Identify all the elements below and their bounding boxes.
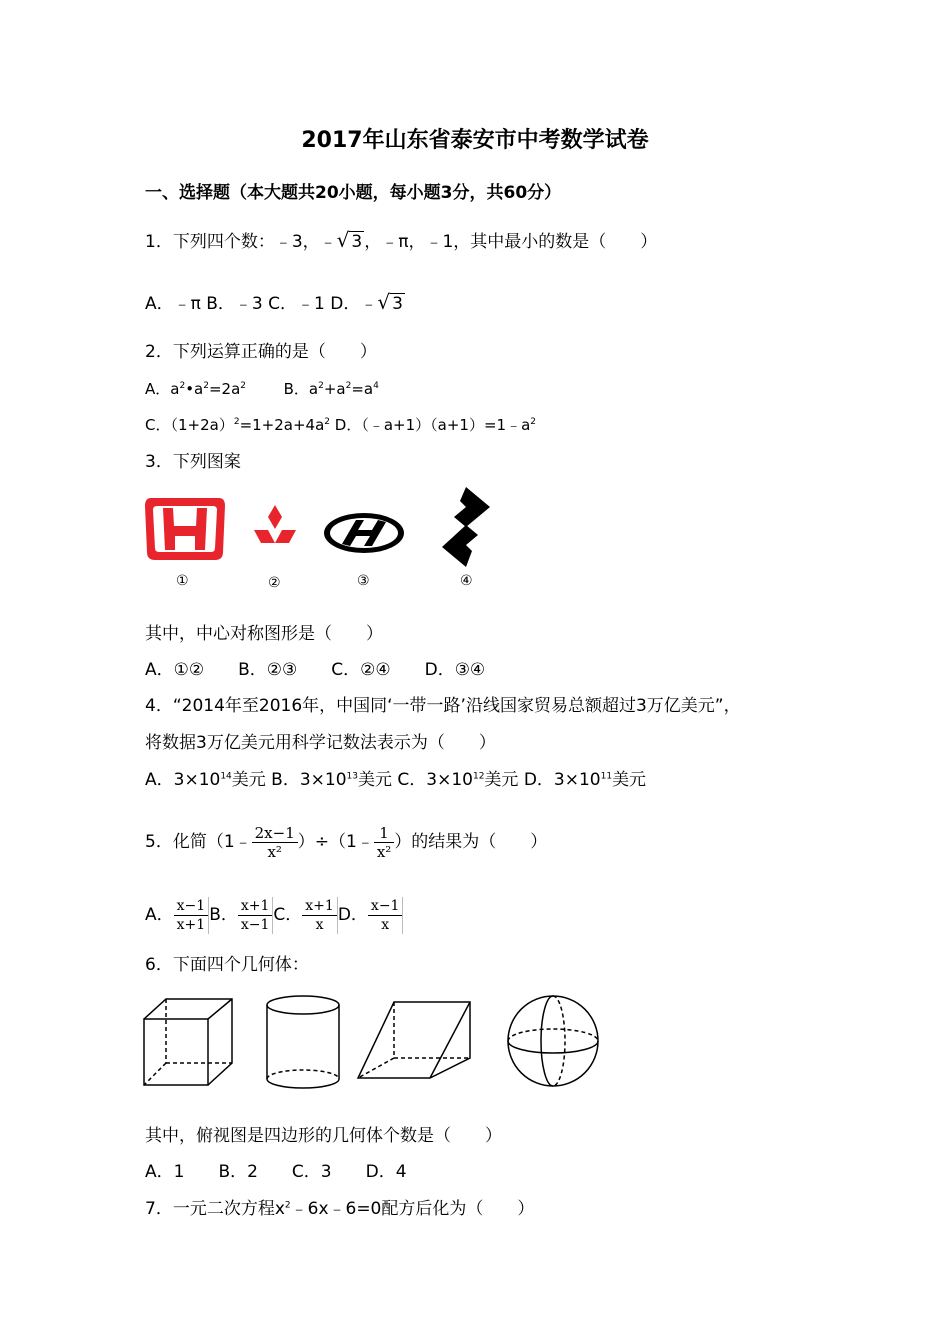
question-1-stem: 1．下列四个数：﹣3，﹣√ 3 ，﹣π，﹣1，其中最小的数是（ ）	[145, 228, 658, 252]
section-heading: 一、选择题（本大题共20小题，每小题3分，共60分）	[145, 183, 562, 203]
fraction-2x-1-over-x2: $\frac{2x-1}{\text{x²}}$	[252, 824, 298, 861]
question-5-stem: 5．化简（1﹣ $\frac{2x-1}{\text{x²}}$ ）÷（1﹣ $\frac{1}{\text{x²}}$ ）的结果为（ ）	[145, 823, 548, 861]
question-3-question: 其中，中心对称图形是（ ）	[145, 624, 383, 644]
question-4-stem-line1: 4．“2014年至2016年，中国同‘一带一路’沿线国家贸易总额超过3万亿美元”，	[145, 696, 741, 716]
mitsubishi-logo-figure	[250, 503, 300, 549]
question-2-stem: 2．下列运算正确的是（ ）	[145, 342, 377, 362]
question-2-options-ab: A．$a^2•a^2=2a^2$ B．$a^2+a^2=a^4$	[145, 380, 379, 398]
sqrt-3: √ 3	[336, 228, 363, 252]
sphere-figure	[504, 992, 602, 1090]
option-d-fraction: $\frac{x-1}{x}$	[368, 897, 404, 934]
question-4-options: A．$3\times 10^{14}$美元 B．$3\times 10^{13}$美元 C．$3\times 10^{12}$美元 D．$3\times 10^{11}$美元	[145, 770, 647, 790]
suzuki-logo-figure	[438, 485, 494, 569]
figure-label-4: ④	[460, 573, 473, 589]
honda-logo-figure	[143, 494, 227, 564]
option-c-fraction: $\frac{x+1}{x}$	[302, 897, 338, 934]
question-5-options: A． $\frac{x-1}{x+1}$ B． $\frac{x+1}{x-1}$ C． $\frac{x+1}{x}$ D． $\frac{x-1}{x}$	[145, 893, 403, 937]
figure-label-1: ①	[176, 573, 189, 589]
option-a-fraction: $\frac{x-1}{x+1}$	[174, 897, 210, 934]
figure-label-2: ②	[268, 575, 281, 591]
question-6-options: A．1 B．2 C．3 D．4	[145, 1162, 407, 1182]
question-3-stem: 3．下列图案	[145, 452, 241, 472]
fraction-1-over-x2: $\frac{1}{\text{x²}}$	[374, 824, 394, 861]
question-2-options-cd: C．$(1+2a)^2=1+2a+4a^2$ D．$(﹣a+1)(a+1)=1﹣a^2$	[145, 416, 536, 434]
triangular-prism-figure	[352, 998, 476, 1084]
sqrt-3: √ 3	[377, 290, 403, 314]
question-1-options: A．﹣π B．﹣3 C．﹣1 D．﹣√ 3	[145, 290, 403, 314]
cylinder-figure	[262, 993, 344, 1093]
question-3-options: A．①② B．②③ C．②④ D．③④	[145, 660, 486, 680]
page-title: 2017年山东省泰安市中考数学试卷	[301, 128, 649, 153]
question-7-stem: 7．一元二次方程$x^2﹣6x﹣6=0$配方后化为（ ）	[145, 1199, 535, 1219]
option-b-fraction: $\frac{x+1}{x-1}$	[238, 897, 274, 934]
cube-figure	[140, 995, 236, 1091]
question-4-stem-line2: 将数据3万亿美元用科学记数法表示为（ ）	[145, 733, 496, 753]
figure-label-3: ③	[357, 573, 370, 589]
question-6-question: 其中，俯视图是四边形的几何体个数是（ ）	[145, 1126, 502, 1146]
hyundai-logo-figure	[320, 508, 408, 558]
question-6-stem: 6．下面四个几何体：	[145, 955, 309, 975]
